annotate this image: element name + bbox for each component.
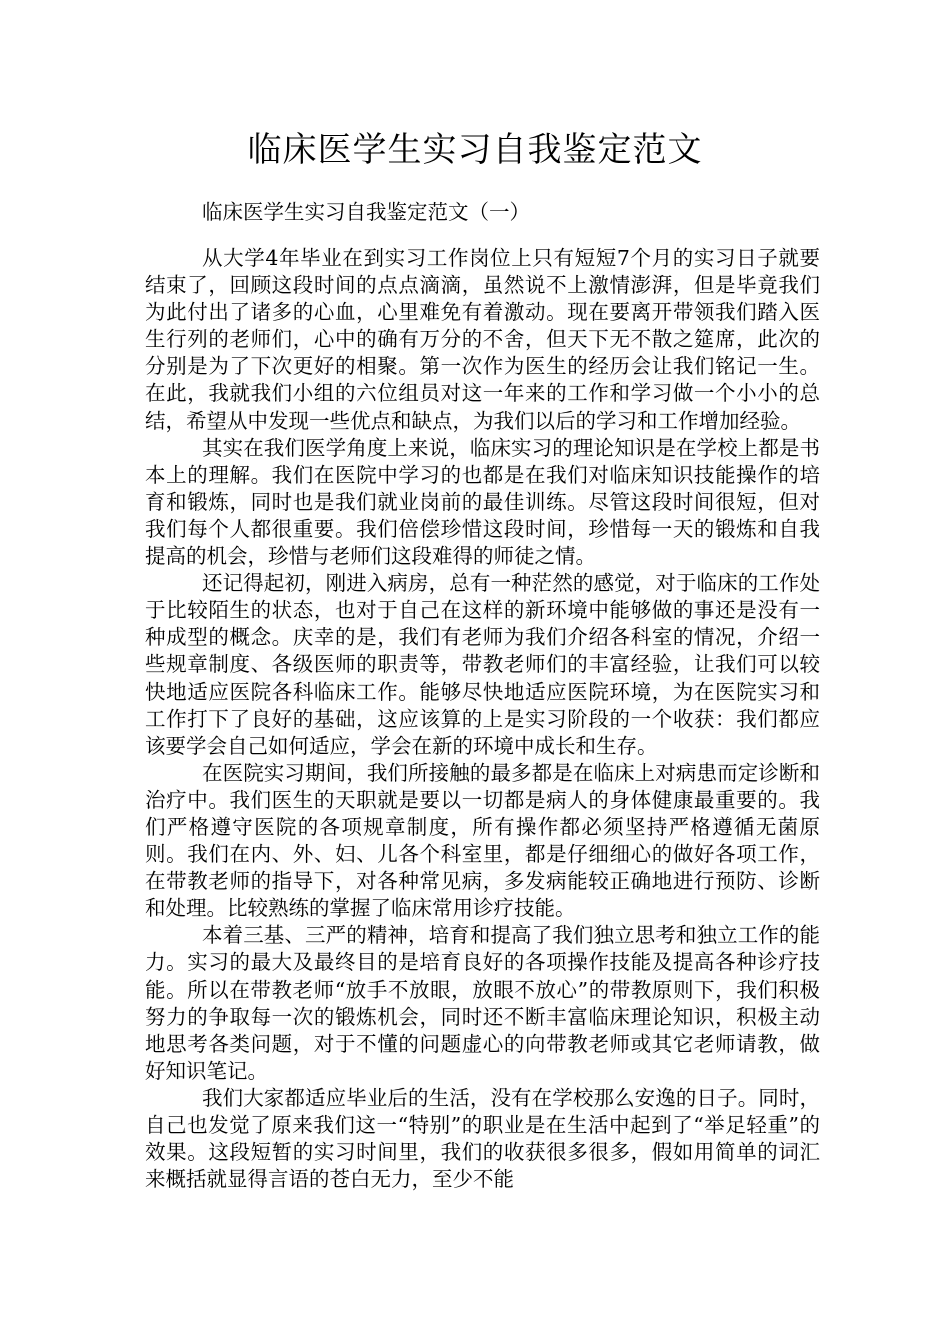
paragraph-5: 本着三基、三严的精神，培育和提高了我们独立思考和独立工作的能力。实习的最大及最终目的是培育良好的各项操作技能及提高各种诊疗技能。所以在带教老师“放手不放眼，放眼不放心”的带教原则下，我们积极努力的争取每一次的锻炼机会，同时还不断丰富临床理论知识，积极主动地思考各类问题，对于不懂的问题虚心的向带教老师或其它老师请教，做好知识笔记。 xyxy=(145,923,820,1083)
document-subtitle: 临床医学生实习自我鉴定范文（一） xyxy=(202,200,530,224)
paragraph-6: 我们大家都适应毕业后的生活，没有在学校那么安逸的日子。同时，自己也发觉了原来我们这一“特别”的职业是在生活中起到了“举足轻重”的效果。这段短暂的实习时间里，我们的收获很多很多，假如用简单的词汇来概括就显得言语的苍白无力，至少不能 xyxy=(145,1085,820,1192)
document-body xyxy=(145,245,820,1193)
paragraph-4: 在医院实习期间，我们所接触的最多都是在临床上对病患而定诊断和治疗中。我们医生的天职就是要以一切都是病人的身体健康最重要的。我们严格遵守医院的各项规章制度，所有操作都必须坚持严格遵循无菌原则。我们在内、外、妇、儿各个科室里，都是仔细细心的做好各项工作，在带教老师的指导下，对各种常见病，多发病能较正确地进行预防、诊断和处理。比较熟练的掌握了临床常用诊疗技能。 xyxy=(145,760,820,921)
paragraph-2: 其实在我们医学角度上来说，临床实习的理论知识是在学校上都是书本上的理解。我们在医院中学习的也都是在我们对临床知识技能操作的培育和锻炼，同时也是我们就业岗前的最佳训练。尽管这段时间很短，但对我们每个人都很重要。我们倍偿珍惜这段时间，珍惜每一天的锻炼和自我提高的机会，珍惜与老师们这段难得的师徒之情。 xyxy=(145,435,820,569)
paragraph-3: 还记得起初，刚进入病房，总有一种茫然的感觉，对于临床的工作处于比较陌生的状态，也对于自己在这样的新环境中能够做的事还是没有一种成型的概念。庆幸的是，我们有老师为我们介绍各科室的情况，介绍一些规章制度、各级医师的职责等，带教老师们的丰富经验，让我们可以较快地适应医院各科临床工作。能够尽快地适应医院环境，为在医院实习和工作打下了良好的基础，这应该算的上是实习阶段的一个收获：我们都应该要学会自己如何适应，学会在新的环境中成长和生存。 xyxy=(145,571,820,758)
document-title: 临床医学生实习自我鉴定范文 xyxy=(247,130,703,170)
paragraph-1: 从大学4年毕业在到实习工作岗位上只有短短7个月的实习日子就要结束了，回顾这段时间的点点滴滴，虽然说不上激情澎湃，但是毕竟我们为此付出了诸多的心血，心里难免有着激动。现在要离开带领我们踏入医生行列的老师们，心中的确有万分的不舍，但天下无不散之筵席，此次的分别是为了下次更好的相聚。第一次作为医生的经历会让我们铭记一生。在此，我就我们小组的六位组员对这一年来的工作和学习做一个小小的总结，希望从中发现一些优点和缺点，为我们以后的学习和工作增加经验。 xyxy=(145,246,820,433)
